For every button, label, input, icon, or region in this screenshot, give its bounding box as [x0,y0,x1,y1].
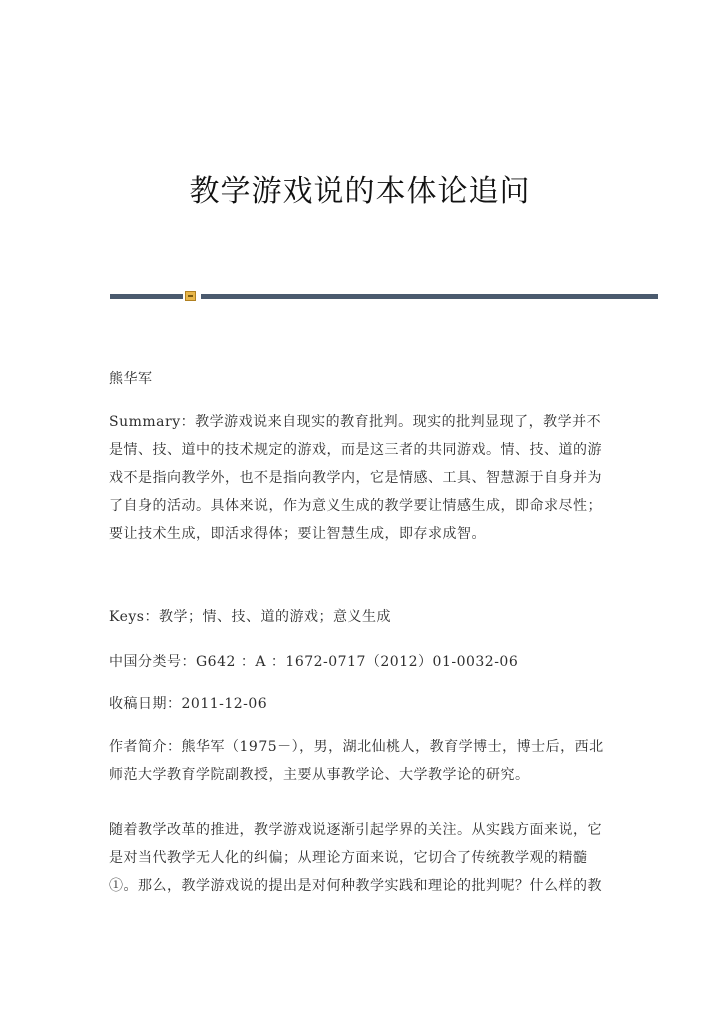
page-title: 教学游戏说的本体论追问 [189,174,531,209]
keys-label: Keys： [109,609,159,625]
summary-label: Summary： [109,414,196,430]
keys-text: 教学；情、技、道的游戏；意义生成 [158,609,391,625]
title-divider [110,291,658,301]
clc-label: 中国分类号： [109,654,196,670]
bio-text: 熊华军（1975－），男，湖北仙桃人，教育学博士，博士后，西北师范大学教育学院副教授，主要从事教学论、大学教学论的研究。 [109,739,604,783]
summary-text: 教学游戏说来自现实的教育批判。现实的批判显现了，教学并不是情、技、道中的技术规定的游戏，而是这三者的共同游戏。情、技、道的游戏不是指向教学外，也不是指向教学内，它是情感、工具、智慧源于自身并为了自身的活动。具体来说，作为意义生成的教学要让情感生成，即命求尽性；要让技术生成，即活求得体；要让智慧生成，即存求成智。 [109,414,602,542]
received-label: 收稿日期： [109,696,182,712]
classification-paragraph [109,648,609,676]
keywords-paragraph [109,603,609,631]
divider-left-bar [110,294,183,299]
intro-paragraph: 随着教学改革的推进，教学游戏说逐渐引起学界的关注。从实践方面来说，它是对当代教学无人化的纠偏；从理论方面来说，它切合了传统教学观的精髓①。那么，教学游戏说的提出是对何种教学实践和理论的批判呢？什么样的教 [109,822,602,894]
summary-paragraph [109,408,609,548]
received-date-paragraph [109,690,609,718]
received-text: 2011-12-06 [181,696,268,712]
folder-icon [185,291,196,301]
clc-text: G642 ：A ：1672-0717（2012）01-0032-06 [196,654,519,670]
author-bio-paragraph [109,733,609,789]
bio-label: 作者简介： [109,739,182,755]
divider-right-bar [201,294,658,299]
author-name: 熊华军 [109,371,153,387]
